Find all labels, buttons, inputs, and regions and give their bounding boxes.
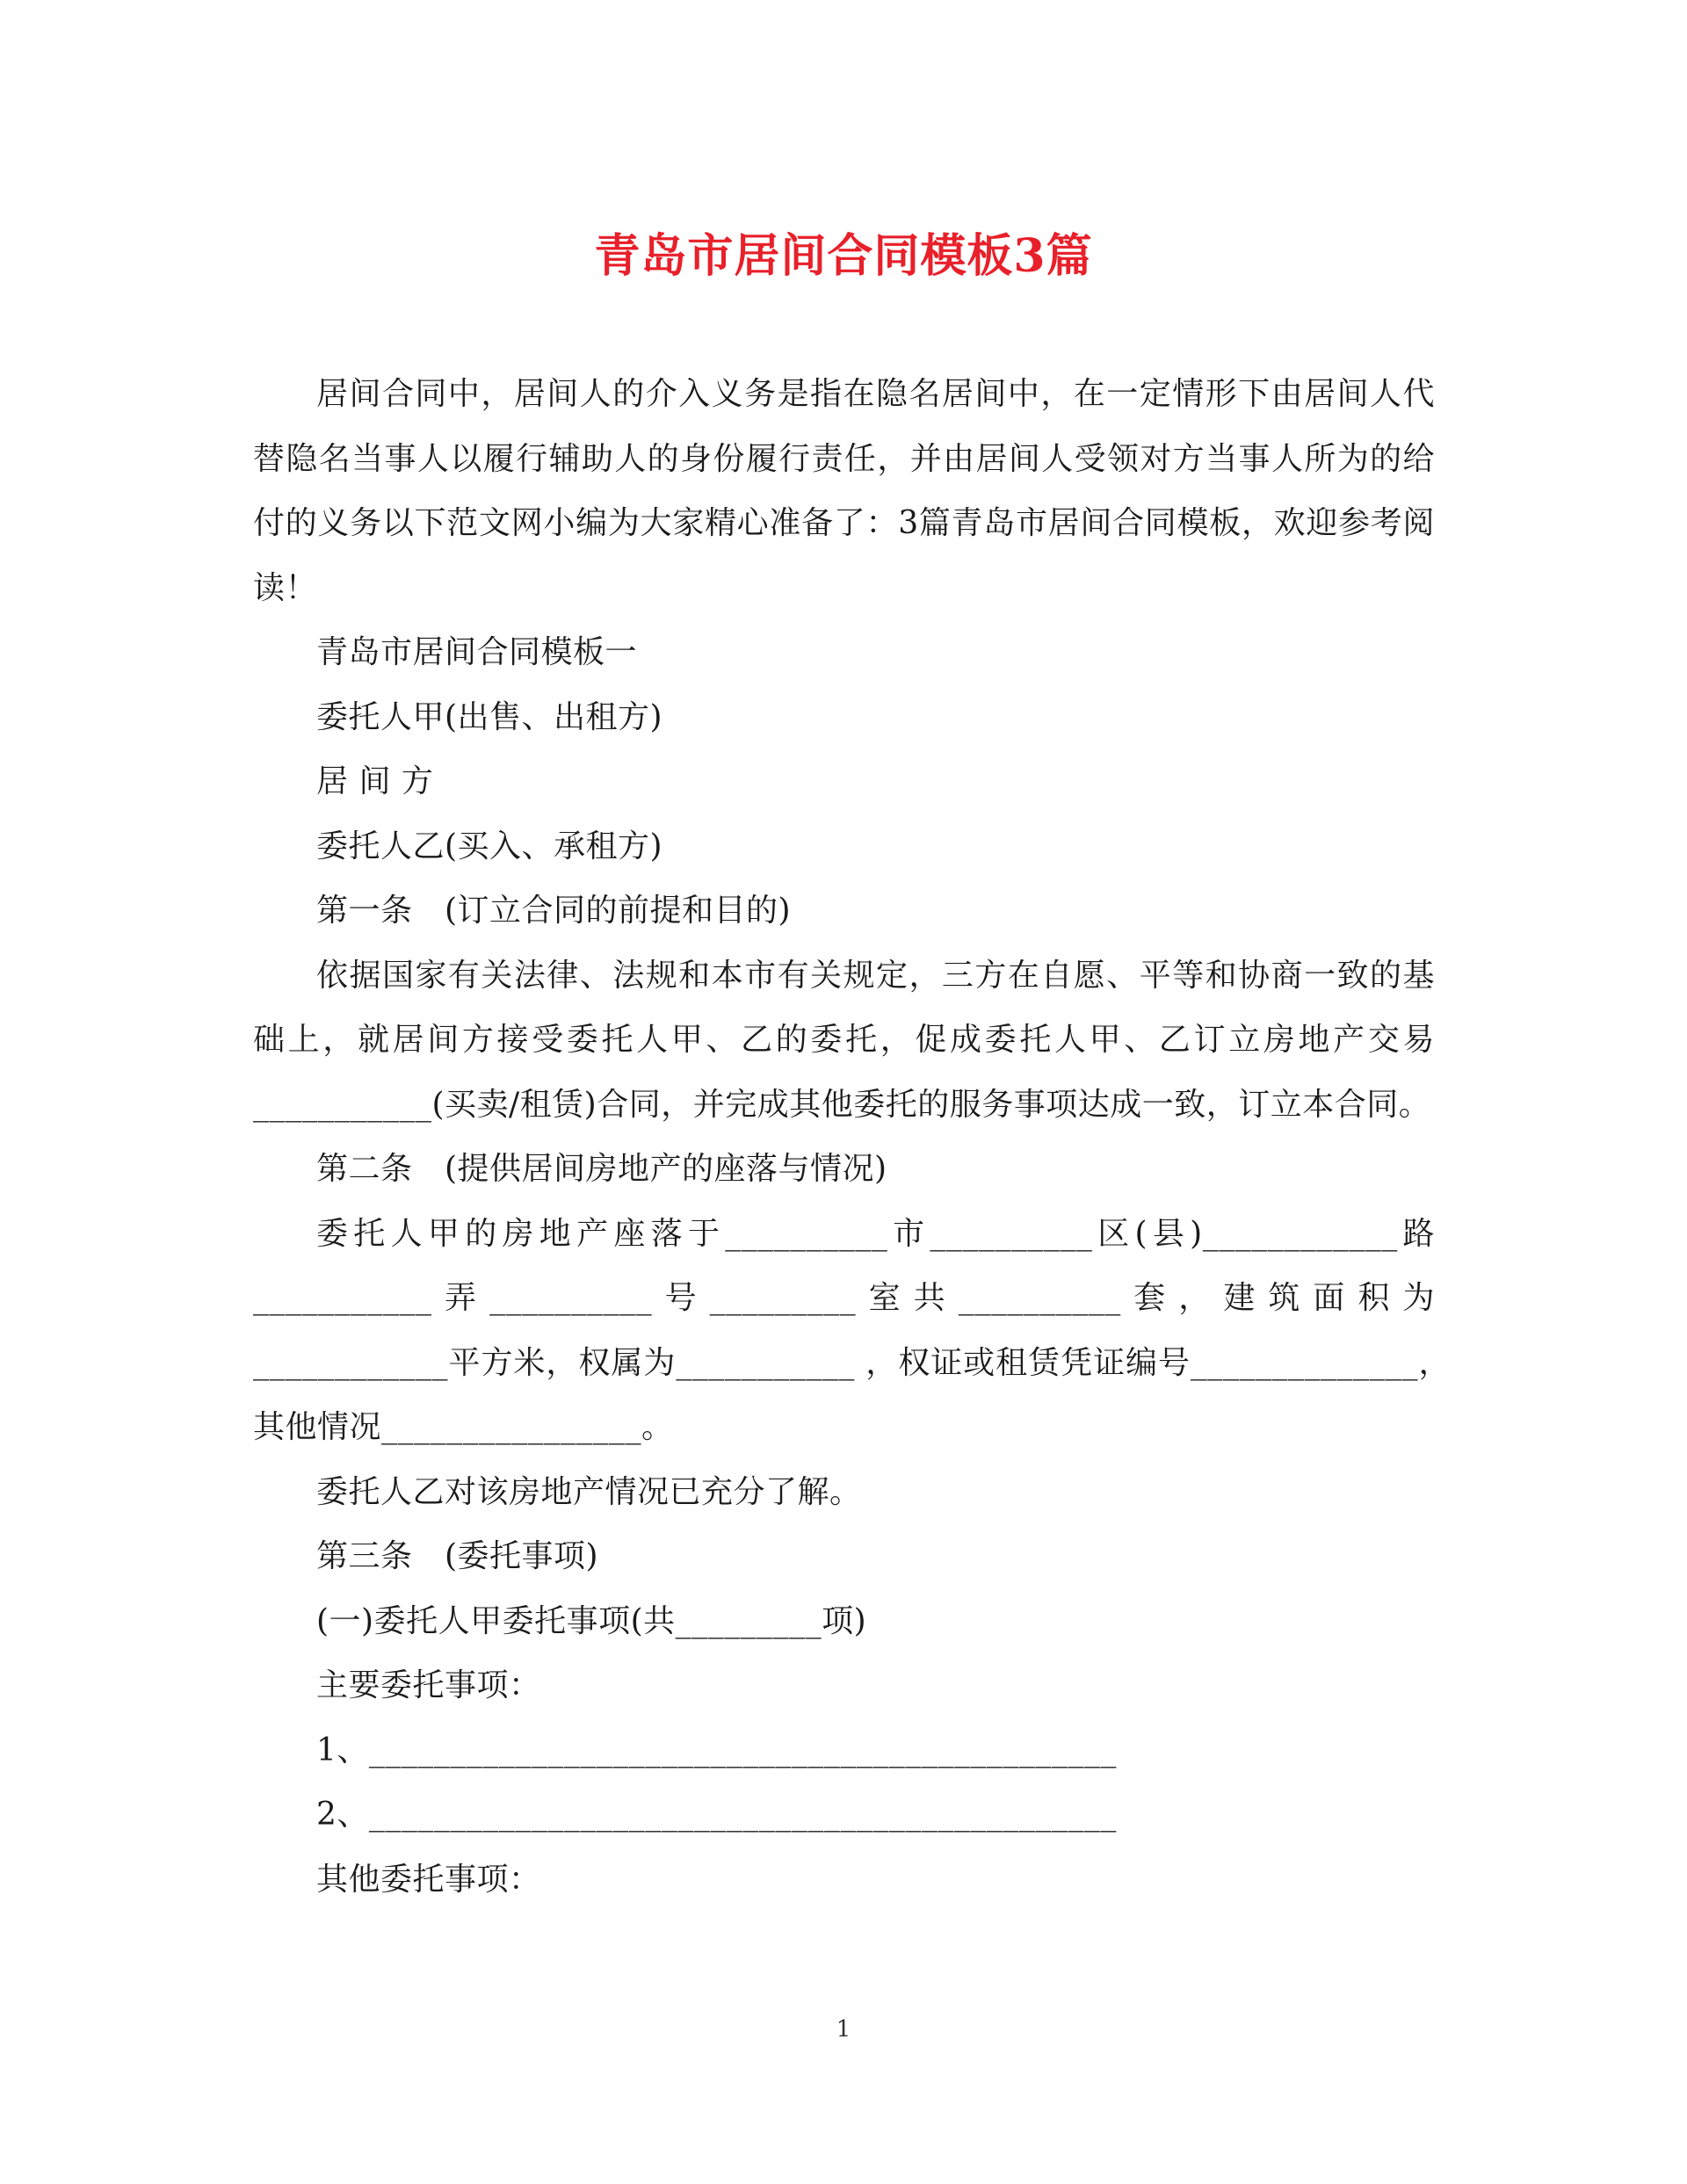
article1-body: 依据国家有关法律、法规和本市有关规定，三方在自愿、平等和协商一致的基础上，就居间方接受委托人甲、乙的委托，促成委托人甲、乙订立房地产交易___________(买卖/租赁)合同，并完成其他委托的服务事项达成一致，订立本合同。 [253, 957, 1435, 1123]
party-b-line: 委托人乙(买入、承租方) [316, 828, 663, 864]
main-item-2: 2、______________________________________________ [316, 1797, 1117, 1833]
party-b-understanding: 委托人乙对该房地产情况已充分了解。 [316, 1473, 862, 1510]
document-body [253, 362, 1467, 1912]
article1-heading: 第一条 (订立合同的前提和目的) [316, 893, 792, 929]
party-a-line: 委托人甲(出售、出租方) [316, 698, 663, 735]
intro-paragraph: 居间合同中，居间人的介入义务是指在隐名居间中，在一定情形下由居间人代替隐名当事人以履行辅助人的身份履行责任，并由居间人受领对方当事人所为的给付的义务以下范文网小编为大家精心准备了：3篇青岛市居间合同模板，欢迎参考阅读！ [253, 376, 1435, 606]
article2-heading: 第二条 (提供居间房地产的座落与情况) [316, 1151, 887, 1187]
article3-heading: 第三条 (委托事项) [316, 1538, 599, 1574]
intermediary-line: 居 间 方 [316, 763, 434, 799]
main-item-1: 1、______________________________________________ [316, 1732, 1117, 1768]
other-items-label: 其他委托事项： [316, 1861, 541, 1898]
page-title: 青岛市居间合同模板3篇 [594, 229, 1093, 283]
template-heading: 青岛市居间合同模板一 [316, 634, 638, 670]
article2-body: 委托人甲的房地产座落于__________市__________区(县)____________路___________弄__________号_________室共__________套，建筑面积为____________平方米，权属为___________ ，权证或租赁凭证编号______________， 其他情况________________。 [253, 1215, 1467, 1445]
main-items-label: 主要委托事项： [316, 1667, 541, 1703]
page-number: 1 [836, 2016, 851, 2043]
party-a-items: (一)委托人甲委托事项(共_________项) [316, 1602, 867, 1639]
